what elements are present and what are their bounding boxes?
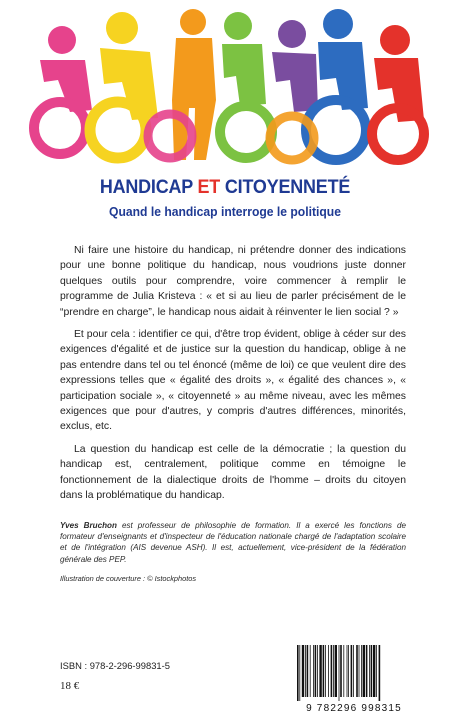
barcode-bar — [333, 645, 334, 697]
barcode-bar — [315, 645, 317, 697]
figure-pink-head — [48, 26, 76, 54]
barcode-bar — [328, 645, 329, 697]
barcode-bar — [313, 645, 314, 697]
price: 18 € — [60, 680, 80, 692]
barcode-bar — [317, 645, 318, 697]
barcode-bar — [371, 645, 373, 697]
barcode-bar — [359, 645, 360, 697]
barcode-bar — [348, 645, 349, 697]
figure-yellow-head — [106, 12, 138, 44]
title-part-citoyennete: CITOYENNETÉ — [224, 176, 351, 198]
barcode-bar — [361, 645, 362, 697]
wheelchair-figures-illustration — [0, 0, 450, 168]
figure-red-head — [380, 25, 410, 55]
figure-orange-head — [180, 9, 206, 35]
author-bio-text: est professeur de philosophie de formation. Il a exercé les fonctions de formateur d'enseignants et d'inspecteur de l'éducation nationale chargé de l'adaptation scolaire et de l'intégration (AIS devenue ASH). Il est, actuellement, vice-président de la fédération générale des PEP. — [60, 521, 406, 564]
barcode-digits: 9 782296 998315 — [306, 703, 402, 714]
barcode-bar — [339, 645, 340, 701]
barcode-bar — [363, 645, 365, 697]
barcode-bar — [369, 645, 370, 697]
paragraph-3: La question du handicap est celle de la démocratie ; la question du handicap est, centralement, politique comme en témoigne le fonctionnement de la dialectique droits de l'homme – droits du citoyen dans la problématique du handicap. — [60, 443, 406, 502]
barcode-bar — [310, 645, 311, 697]
wheel-green — [220, 106, 272, 158]
figure-green-head — [224, 12, 252, 40]
barcode-bars — [295, 645, 413, 701]
barcode-bar — [299, 645, 300, 701]
figure-purple-head — [278, 20, 306, 48]
wheel-pink — [34, 102, 86, 154]
back-cover-text — [60, 243, 406, 511]
barcode-bar — [356, 645, 358, 697]
title-part-et: ET — [197, 176, 221, 198]
barcode-bar — [335, 645, 337, 697]
paragraph-1: Ni faire une histoire du handicap, ni prétendre donner des indications pour une bonne politique du handicap, nous voudrions juste donner quelques outils pour comprendre, voire commencer à remplir le programme de Julia Kristeva : « et si au lieu de parler précisément de le “prendre en charge”, le handicap nous aidait à réinventer le lien social ? » — [60, 245, 406, 318]
cover-illustration — [0, 0, 450, 168]
figure-purple-body — [272, 52, 318, 112]
illustration-credit: Illustration de couverture : © Istockphotos — [60, 574, 197, 583]
author-bio — [60, 520, 406, 565]
barcode-bar — [351, 645, 353, 697]
barcode-bar — [305, 645, 306, 697]
book-subtitle: Quand le handicap interroge le politique — [109, 204, 341, 219]
barcode-bar — [340, 645, 342, 697]
barcode — [295, 645, 413, 701]
barcode-bar — [366, 645, 368, 697]
title-part-handicap: HANDICAP — [99, 176, 193, 198]
paragraph-2: Et pour cela : identifier ce qui, d'être trop évident, oblige à céder sur des exigences d'égalité et de justice sur la question du handicap, oblige à ne pas entendre dans tel ou tel énoncé (même de loi) ce que veulent dire des expressions telles que « égalité des droits », « égalité des chances », « participation sociale », « citoyenneté » au même niveau, avec les mêmes exigences que pour d'autres, y compris d'autres différences, minorités, exclus, etc. — [60, 329, 406, 433]
barcode-bar — [347, 645, 348, 697]
barcode-bar — [376, 645, 377, 697]
figure-green-body — [222, 44, 266, 106]
barcode-bar — [297, 645, 299, 701]
barcode-bar — [323, 645, 325, 697]
barcode-bar — [343, 645, 344, 697]
barcode-bar — [325, 645, 326, 697]
barcode-bar — [302, 645, 304, 697]
barcode-bar — [373, 645, 375, 697]
barcode-bar — [307, 645, 309, 697]
book-title — [18, 176, 432, 199]
wheel-yellow — [90, 102, 146, 158]
author-name: Yves Bruchon — [60, 521, 117, 530]
figure-blue-head — [323, 9, 353, 39]
isbn: ISBN : 978-2-296-99831-5 — [60, 660, 170, 671]
barcode-bar — [319, 645, 321, 697]
barcode-bar — [331, 645, 333, 697]
barcode-bar — [379, 645, 381, 701]
barcode-bar — [353, 645, 354, 697]
